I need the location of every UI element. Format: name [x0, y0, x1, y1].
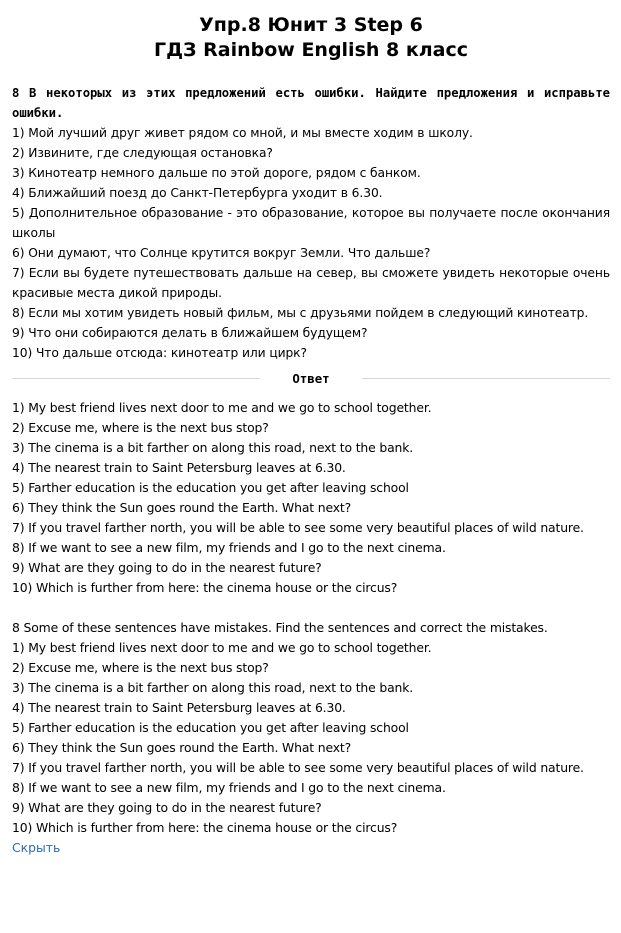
english-task-line: 4) The nearest train to Saint Petersburg leaves at 6.30. — [12, 700, 346, 715]
task-line: 7) Если вы будете путешествовать дальше на север, вы сможете увидеть некоторые очень красивые места дикой природы. — [12, 266, 610, 300]
task-line: 5) Дополнительное образование - это образование, которое вы получаете после окончания школы — [12, 206, 610, 240]
answer-line: 3) The cinema is a bit farther on along this road, next to the bank. — [12, 440, 414, 455]
english-task-line: 10) Which is further from here: the cinema house or the circus? — [12, 820, 398, 835]
task-line: 3) Кинотеатр немного дальше по этой дороге, рядом с банком. — [12, 166, 421, 180]
answer-line: 6) They think the Sun goes round the Earth. What next? — [12, 500, 352, 515]
page-title — [12, 0, 610, 63]
answer-line: 2) Excuse me, where is the next bus stop? — [12, 420, 269, 435]
divider-rule-right — [362, 378, 610, 379]
title-line-2: ГДЗ Rainbow English 8 класс — [153, 39, 469, 61]
hide-link[interactable]: Скрыть — [12, 840, 61, 855]
english-task-line: 7) If you travel farther north, you will be able to see some very beautiful places of wild nature. — [12, 760, 584, 775]
task-section — [12, 83, 610, 363]
answer-divider — [12, 367, 610, 389]
english-task-section — [12, 618, 610, 858]
task-line: 2) Извините, где следующая остановка? — [12, 146, 273, 160]
english-task-line: 1) My best friend lives next door to me and we go to school together. — [12, 640, 432, 655]
answer-line: 9) What are they going to do in the nearest future? — [12, 560, 322, 575]
english-task-intro: 8 Some of these sentences have mistakes. Find the sentences and correct the mistakes. — [12, 620, 548, 635]
task-line: 8) Если мы хотим увидеть новый фильм, мы с друзьями пойдем в следующий кинотеатр. — [12, 306, 589, 320]
answer-line: 5) Farther education is the education you get after leaving school — [12, 480, 409, 495]
answer-line: 10) Which is further from here: the cinema house or the circus? — [12, 580, 398, 595]
english-task-line: 6) They think the Sun goes round the Earth. What next? — [12, 740, 352, 755]
title-line-1: Упр.8 Юнит 3 Step 6 — [199, 14, 423, 36]
answer-line: 8) If we want to see a new film, my friends and I go to the next cinema. — [12, 540, 446, 555]
task-line: 9) Что они собираются делать в ближайшем будущем? — [12, 326, 368, 340]
english-task-line: 9) What are they going to do in the nearest future? — [12, 800, 322, 815]
task-line: 6) Они думают, что Солнце крутится вокруг Земли. Что дальше? — [12, 246, 431, 260]
task-line: 4) Ближайший поезд до Санкт-Петербурга уходит в 6.30. — [12, 186, 383, 200]
answer-line: 7) If you travel farther north, you will be able to see some very beautiful places of wild nature. — [12, 520, 584, 535]
task-line: 1) Мой лучший друг живет рядом со мной, и мы вместе ходим в школу. — [12, 126, 473, 140]
answer-line: 4) The nearest train to Saint Petersburg leaves at 6.30. — [12, 460, 346, 475]
answer-section — [12, 398, 610, 598]
answer-label: Ответ — [292, 370, 330, 386]
answer-line: 1) My best friend lives next door to me and we go to school together. — [12, 400, 432, 415]
divider-rule-left — [12, 378, 260, 379]
english-task-line: 2) Excuse me, where is the next bus stop? — [12, 660, 269, 675]
task-line: 10) Что дальше отсюда: кинотеатр или цирк? — [12, 346, 307, 360]
english-task-line: 8) If we want to see a new film, my friends and I go to the next cinema. — [12, 780, 446, 795]
english-task-line: 5) Farther education is the education you get after leaving school — [12, 720, 409, 735]
english-task-line: 3) The cinema is a bit farther on along this road, next to the bank. — [12, 680, 414, 695]
task-heading: 8 В некоторых из этих предложений есть ошибки. Найдите предложения и исправьте ошибки. — [12, 86, 610, 120]
